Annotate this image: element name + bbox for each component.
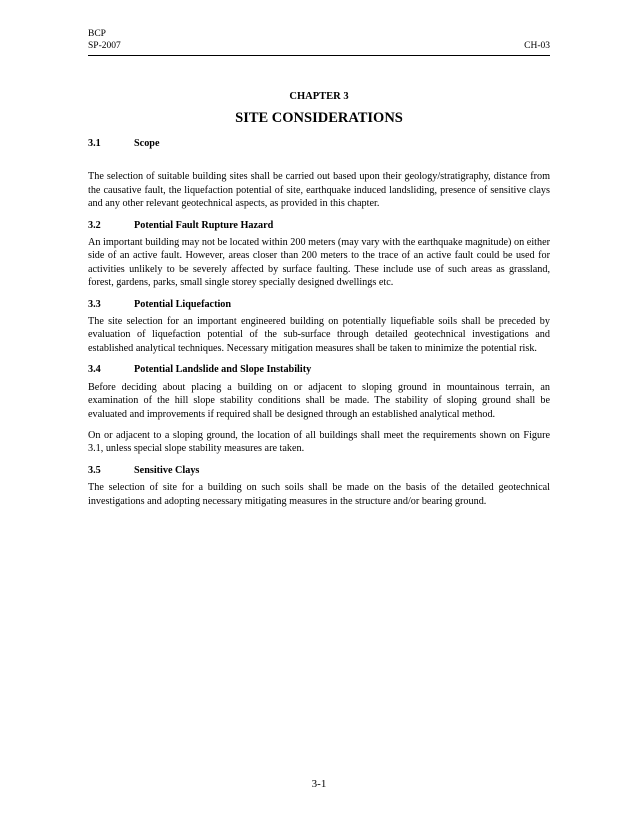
section-number: 3.2 — [88, 219, 101, 231]
header-standard: SP-2007 — [88, 41, 121, 51]
page-number: 3-1 — [311, 778, 327, 790]
section-heading — [88, 298, 550, 311]
section-title: Scope — [134, 138, 160, 149]
header-divider — [88, 55, 550, 56]
section-paragraph: The site selection for an important engineered building on potentially liquefiable soils shall be preceded by evaluation of liquefaction potential of the sub-surface through detailed geotechnical investigations and established analytical techniques. Necessary mitigation measures shall be taken to minimize the potential risk. — [88, 316, 550, 354]
section-paragraph: An important building may not be located within 200 meters (may vary with the earthquake magnitude) on either side of an active fault. However, areas closer than 200 meters to the trace of an active fault could be used for activities unlikely to be severely affected by surface faulting. These include use of such areas as grassland, forest, gardens, parks, small single storey specially designed dwellings etc. — [88, 237, 550, 289]
header-code: BCP — [88, 29, 106, 39]
section-title: Potential Liquefaction — [134, 298, 232, 310]
section-paragraph: On or adjacent to a sloping ground, the location of all buildings shall meet the requirements shown on Figure 3.1, unless special slope stability measures are taken. — [88, 429, 550, 455]
header-chapter-code: CH-03 — [524, 41, 550, 51]
section-heading — [88, 219, 550, 232]
chapter-label: CHAPTER 3 — [289, 91, 349, 102]
chapter-title: SITE CONSIDERATIONS — [235, 110, 403, 126]
section-paragraph: Before deciding about placing a building on or adjacent to sloping ground in mountainous terrain, an examination of the hill slope stability conditions shall be made. The stability of sloping ground shall be evaluated and improvements if required shall be designed through an established analytical method. — [88, 381, 550, 420]
page-header — [88, 28, 550, 52]
header-row — [88, 40, 550, 52]
section-title: Potential Landslide and Slope Instability — [134, 364, 312, 376]
section-number: 3.5 — [88, 464, 101, 476]
section-paragraph: The selection of suitable building sites shall be carried out based upon their geology/stratigraphy, distance from the causative fault, the liquefaction potential of site, earthquake induced landsliding, presence of sensitive clays and any other relevant geotechnical aspects, as provided in this chapter. — [88, 171, 550, 210]
section-heading — [88, 363, 550, 376]
section-title: Sensitive Clays — [134, 464, 200, 476]
section-heading — [88, 137, 550, 150]
document-body — [88, 137, 550, 508]
section-heading — [88, 464, 550, 477]
section-number: 3.4 — [88, 364, 101, 376]
section-paragraph: The selection of site for a building on such soils shall be made on the basis of the detailed geotechnical investigations and adopting necessary mitigating measures in the structure and/or bearing ground. — [88, 482, 550, 507]
section-title: Potential Fault Rupture Hazard — [134, 219, 274, 231]
section-number: 3.1 — [88, 138, 101, 149]
section-number: 3.3 — [88, 298, 101, 310]
